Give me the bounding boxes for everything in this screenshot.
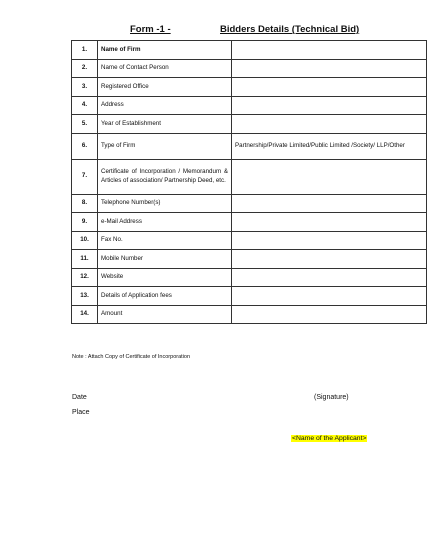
row-value-registered-office[interactable]	[232, 78, 427, 97]
row-number: 10.	[72, 231, 98, 250]
table-row	[72, 115, 427, 134]
row-label-email: e-Mail Address	[98, 213, 232, 232]
row-label-website: Website	[98, 268, 232, 287]
row-value-website[interactable]	[232, 268, 427, 287]
table-row	[72, 250, 427, 269]
row-number: 9.	[72, 213, 98, 232]
row-label-registered-office: Registered Office	[98, 78, 232, 97]
row-value-name-of-firm[interactable]	[232, 41, 427, 60]
table-row	[72, 41, 427, 60]
date-label: Date	[72, 394, 87, 401]
row-label-telephone: Telephone Number(s)	[98, 194, 232, 213]
row-number: 1.	[72, 41, 98, 60]
row-label-type-of-firm: Type of Firm	[98, 133, 232, 159]
table-row	[72, 133, 427, 159]
row-value-email[interactable]	[232, 213, 427, 232]
row-number: 3.	[72, 78, 98, 97]
row-value-amount[interactable]	[232, 305, 427, 324]
table-row	[72, 159, 427, 194]
row-label-address: Address	[98, 96, 232, 115]
row-number: 5.	[72, 115, 98, 134]
row-label-year-of-establishment: Year of Establishment	[98, 115, 232, 134]
row-number: 8.	[72, 194, 98, 213]
row-label-mobile: Mobile Number	[98, 250, 232, 269]
signature-label: (Signature)	[314, 394, 349, 401]
form-heading: Bidders Details (Technical Bid)	[220, 24, 360, 35]
row-value-fax[interactable]	[232, 231, 427, 250]
table-row	[72, 231, 427, 250]
row-label-certificate-of-incorporation: Certificate of Incorporation / Memorandum & Articles of association/ Partnership Deed, etc.	[98, 159, 232, 194]
row-value-mobile[interactable]	[232, 250, 427, 269]
row-number: 7.	[72, 159, 98, 194]
table-row	[72, 213, 427, 232]
row-number: 6.	[72, 133, 98, 159]
attachment-note: Note : Attach Copy of Certificate of Incorporation	[72, 354, 191, 360]
bidders-details-table	[71, 40, 427, 324]
table-row	[72, 194, 427, 213]
table-row	[72, 59, 427, 78]
row-label-fax: Fax No.	[98, 231, 232, 250]
applicant-name-placeholder: <Name of the Applicant>	[292, 435, 367, 442]
row-number: 4.	[72, 96, 98, 115]
row-value-certificate-of-incorporation[interactable]	[232, 159, 427, 194]
row-value-type-of-firm[interactable]: Partnership/Private Limited/Public Limited /Society/ LLP/Other	[232, 133, 427, 159]
row-value-year-of-establishment[interactable]	[232, 115, 427, 134]
row-number: 12.	[72, 268, 98, 287]
row-number: 11.	[72, 250, 98, 269]
row-label-name-of-firm: Name of Firm	[98, 41, 232, 60]
row-value-application-fees[interactable]	[232, 287, 427, 306]
row-number: 14.	[72, 305, 98, 324]
form-number: Form -1 -	[130, 24, 171, 35]
form-title	[0, 24, 428, 38]
row-value-address[interactable]	[232, 96, 427, 115]
row-label-amount: Amount	[98, 305, 232, 324]
row-value-contact-person[interactable]	[232, 59, 427, 78]
table-row	[72, 78, 427, 97]
table-row	[72, 287, 427, 306]
place-label: Place	[72, 409, 90, 416]
row-label-contact-person: Name of Contact Person	[98, 59, 232, 78]
row-label-application-fees: Details of Application fees	[98, 287, 232, 306]
row-number: 2.	[72, 59, 98, 78]
row-value-telephone[interactable]	[232, 194, 427, 213]
table-row	[72, 96, 427, 115]
table-row	[72, 268, 427, 287]
table-row	[72, 305, 427, 324]
row-number: 13.	[72, 287, 98, 306]
